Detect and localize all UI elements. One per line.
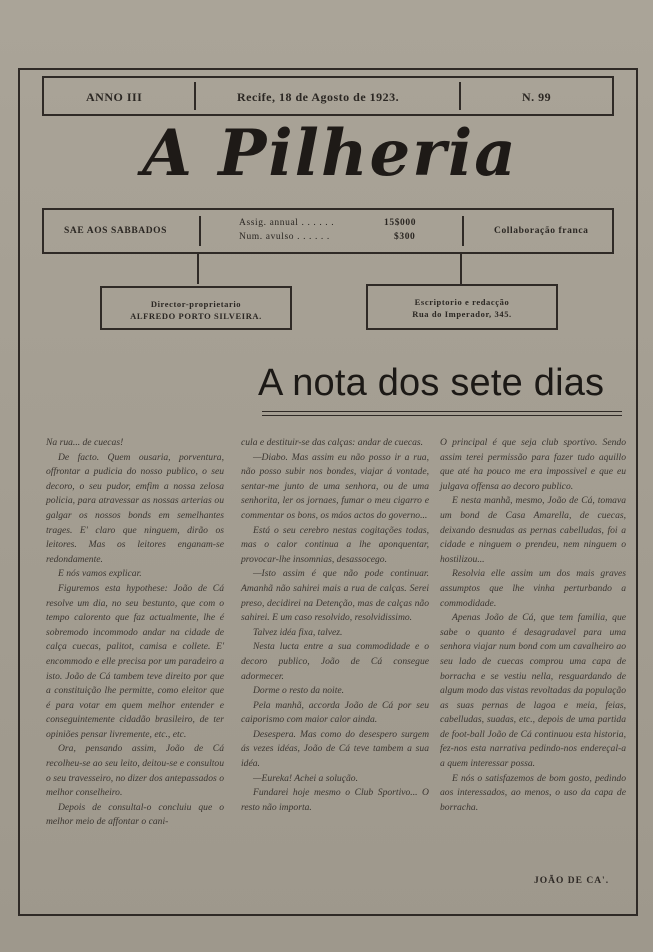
paragraph: Na rua... de cuecas! xyxy=(46,437,124,448)
paragraph: Pela manhã, accorda João de Cá por seu caiporismo com maior calor ainda. xyxy=(241,699,429,726)
place-date: Recife, 18 de Agosto de 1923. xyxy=(237,90,400,104)
article-column-1 xyxy=(46,436,224,830)
paragraph: —Isto assim é que não pode continuar. Amanhã não sahirei mais a rua de calças. Serei preso, decidirei na Detenção, mas de calças não sahirei. E um caso resolvido, resolvidissimo. xyxy=(241,568,429,624)
article-headline: A nota dos sete dias xyxy=(258,362,605,404)
paragraph: Desespera. Mas como do desespero surgem ás vezes idéas, João de Cá teve tambem a sua idéa. xyxy=(241,728,429,770)
paragraph: Talvez idéa fixa, talvez. xyxy=(253,626,343,638)
paragraph: cula e destituir-se das calças: andar de cuecas. xyxy=(241,437,424,448)
subscription-annual-label: Assig. annual . . . . . . xyxy=(239,218,335,228)
author-signature: JOÃO DE CA'. xyxy=(534,876,610,886)
paragraph: E nós o satisfazemos de bom gosto, pedindo aos interessados, ao menos, o uso da capa de borracha. xyxy=(440,772,626,813)
paragraph: Ora, pensando assim, João de Cá recolheu-se ao seu leito, deitou-se e consultou o seu travesseiro, no dizer dos antepassados o melhor conselheiro. xyxy=(46,743,224,799)
office-box xyxy=(366,284,558,330)
subscription-annual-price: 15$000 xyxy=(384,218,417,228)
paragraph: Apenas João de Cá, que tem familia, que sabe o quanto é desagradavel para uma senhora viajar num bond com um cavalheiro ao seu lado de cuecas comprou uma capa de borracha e se vestiu nella, resguardando de algum modo das vistas revoltadas da população as suas pernas de lagoa e meia, feias, cabelludas, suadas, etc., depois de uma partida de foot-ball João de Cá continuou esta historia, fez-nos esta narrativa pedindo-nos endereçal-a a quem interessar possa. xyxy=(440,612,626,770)
paragraph: De facto. Quem ousaria, porventura, offrontar a pudicia do nosso publico, o seu decoro, o seu pudor, emfim a nossa zelosa policia, para atravessar as nossas arterias ou galgar os nossos bonds em semelhantes trages. E' claro que ninguem, dirão os leitores. Mas os leitores enganam-se redondamente. xyxy=(46,451,224,565)
director-name: ALFREDO PORTO SILVEIRA. xyxy=(130,311,262,321)
connector-line xyxy=(197,254,199,284)
newspaper-title: A Pilheria xyxy=(142,116,518,191)
paragraph: E nesta manhã, mesmo, João de Cá, tomava um bond de Casa Amarella, de cuecas, deixando desnudas as pernas cabelludas, foi a cidade e ninguem o prendeu, nem ninguem o hostilizou... xyxy=(440,495,626,565)
headline-rule xyxy=(262,415,622,416)
paragraph: Figuremos esta hypothese: João de Cá resolve um dia, no seu bestunto, que com o tempo calorento que faz actualmente, lhe é sobremodo incommodo andar na cidade de calça cuecas, palitot, camisa e collete. E' encommodo e elle precisa por um paradeiro a isto. João de Cá tambem teve direito por que a constituição lhe permitte, como eleitor que é para votar em quem melhor entender e conseguintemente cidadão brasileiro, de ter opiniões pensar livremente, etc., etc. xyxy=(46,582,224,740)
paragraph: E nós vamos explicar. xyxy=(58,568,142,580)
divider xyxy=(194,82,196,110)
article-column-2 xyxy=(241,436,429,815)
director-role: Director-proprietario xyxy=(150,299,242,309)
year-label: ANNO III xyxy=(86,90,143,104)
director-box xyxy=(100,286,292,330)
paragraph: Dorme o resto da noite. xyxy=(253,685,345,697)
masthead-bar xyxy=(42,76,614,116)
divider xyxy=(462,216,464,246)
collaboration-text: Collaboração franca xyxy=(494,226,589,236)
office-label: Escriptorio e redacção xyxy=(414,297,510,307)
schedule-text: SAE AOS SABBADOS xyxy=(64,226,168,236)
paragraph: O principal é que seja club sportivo. Sendo assim terei permissão para fazer tudo aquillo que até ha pouco me era impossivel e que eu julgava offensa ao decoro publico. xyxy=(440,437,626,492)
divider xyxy=(459,82,461,110)
headline-rule xyxy=(262,411,622,412)
subscription-single-label: Num. avulso . . . . . . xyxy=(239,232,330,242)
paragraph: Fundarei hoje mesmo o Club Sportivo... O resto não importa. xyxy=(241,787,429,813)
divider xyxy=(199,216,201,246)
paragraph: Está o seu cerebro nestas cogitações todas, mas o calor continua a lhe aponquentar, provocar-lhe insomnias, desassocego. xyxy=(241,524,429,565)
issue-number: N. 99 xyxy=(522,90,552,104)
office-address: Rua do Imperador, 345. xyxy=(412,309,512,319)
paragraph: Nesta lucta entre a sua commodidade e o decoro publico, João de Cá consegue adormecer. xyxy=(241,641,429,682)
paragraph: Resolvia elle assim um dos mais graves assumptos que lhe vinha perturbando a commodidade. xyxy=(440,568,626,609)
paragraph: Depois de consultal-o concluiu que o melhor meio de affontar o cani- xyxy=(46,801,224,828)
subscription-single-price: $300 xyxy=(394,232,416,242)
connector-line xyxy=(460,254,462,284)
article-column-3 xyxy=(440,436,626,815)
paragraph: —Eureka! Achei a solução. xyxy=(253,772,358,784)
info-bar xyxy=(42,208,614,254)
paragraph: —Diabo. Mas assim eu não posso ir a rua, não posso subir nos bondes, viajar á vontade, sentar-me junto de uma senhora, ou de uma senhorita, ler os jornaes, fumar o meu cigarro e commentar os bons, os máos actos do governo... xyxy=(241,451,429,521)
